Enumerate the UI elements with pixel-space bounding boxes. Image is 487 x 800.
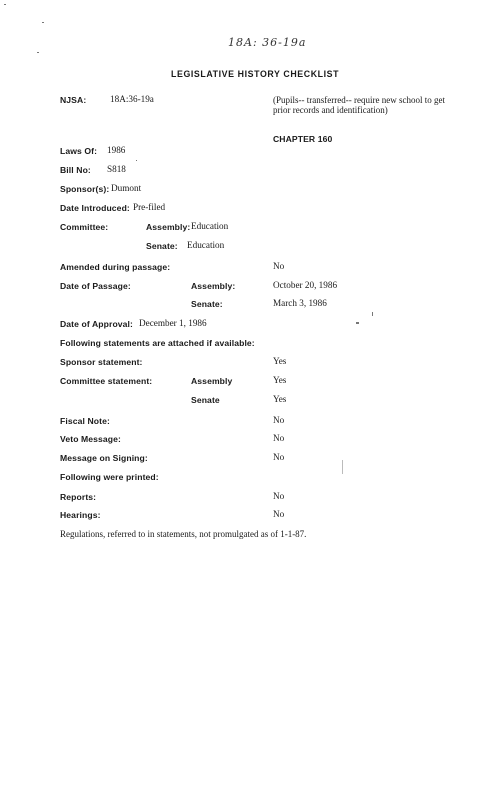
fiscal-note-label: Fiscal Note:	[60, 416, 110, 426]
regulations-note: Regulations, referred to in statements, not promulgated as of 1-1-87.	[60, 529, 307, 539]
date-of-approval-label: Date of Approval:	[60, 319, 134, 329]
reports-label: Reports:	[60, 492, 97, 502]
bill-no-label: Bill No:	[60, 165, 91, 175]
subject-description: (Pupils-- transferred-- require new school to get prior records and identification)	[273, 95, 445, 115]
reports-value: No	[273, 491, 285, 501]
following-attached-heading: Following statements are attached if available:	[60, 338, 255, 348]
amended-value: No	[273, 261, 285, 271]
date-of-approval-value: December 1, 1986	[139, 318, 207, 328]
page-title: LEGISLATIVE HISTORY CHECKLIST	[171, 69, 340, 79]
scan-speck	[37, 52, 39, 53]
cs-assembly-value: Yes	[273, 375, 287, 385]
njsa-label: NJSA:	[60, 95, 87, 105]
scan-speck	[4, 4, 6, 5]
fiscal-note-value: No	[273, 415, 285, 425]
committee-label: Committee:	[60, 222, 109, 232]
scan-speck	[372, 312, 373, 316]
passage-senate-value: March 3, 1986	[273, 298, 327, 308]
scan-speck	[42, 22, 44, 23]
handwritten-reference: 18A: 36-19a	[228, 36, 307, 49]
hearings-label: Hearings:	[60, 510, 101, 520]
amended-label: Amended during passage:	[60, 262, 171, 272]
sponsor-label: Sponsor(s):	[60, 184, 110, 194]
sponsor-statement-label: Sponsor statement:	[60, 357, 143, 367]
passage-assembly-value: October 20, 1986	[273, 280, 338, 290]
sponsor-statement-value: Yes	[273, 356, 287, 366]
hearings-value: No	[273, 509, 285, 519]
scan-speck	[342, 460, 343, 474]
date-introduced-value: Pre-filed	[133, 202, 166, 212]
sponsor-value: Dumont	[111, 183, 142, 193]
scan-speck	[136, 160, 137, 161]
veto-message-label: Veto Message:	[60, 434, 122, 444]
njsa-value: 18A:36-19a	[110, 94, 154, 104]
committee-statement-label: Committee statement:	[60, 376, 153, 386]
date-of-passage-label: Date of Passage:	[60, 281, 131, 291]
veto-message-value: No	[273, 433, 285, 443]
chapter: CHAPTER 160	[273, 134, 333, 144]
following-printed-heading: Following were printed:	[60, 472, 159, 482]
laws-of-value: 1986	[107, 145, 126, 155]
date-introduced-label: Date Introduced:	[60, 203, 130, 213]
bill-no-value: S818	[107, 164, 126, 174]
committee-senate-label: Senate:	[146, 241, 178, 251]
passage-assembly-label: Assembly:	[191, 281, 236, 291]
committee-assembly-value: Education	[191, 221, 229, 231]
cs-senate-value: Yes	[273, 394, 287, 404]
committee-assembly-label: Assembly:	[146, 222, 191, 232]
passage-senate-label: Senate:	[191, 299, 223, 309]
committee-senate-value: Education	[187, 240, 225, 250]
message-on-signing-label: Message on Signing:	[60, 453, 148, 463]
laws-of-label: Laws Of:	[60, 146, 98, 156]
cs-senate-label: Senate	[191, 395, 220, 405]
cs-assembly-label: Assembly	[191, 376, 233, 386]
message-on-signing-value: No	[273, 452, 285, 462]
scan-speck	[356, 322, 359, 324]
